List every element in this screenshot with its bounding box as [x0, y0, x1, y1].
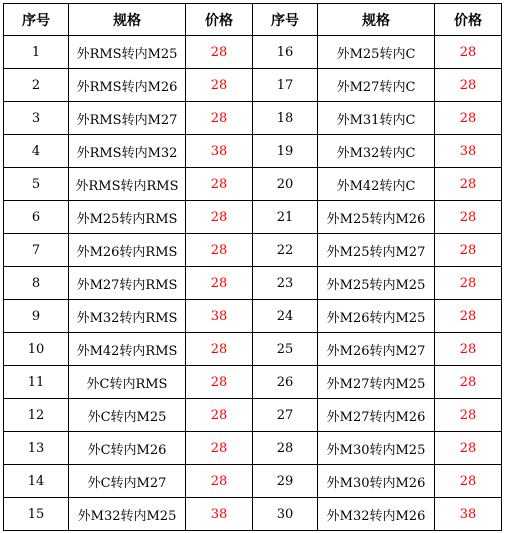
right-price-cell: 28 [435, 333, 502, 366]
header-price-right: 价格 [435, 4, 502, 36]
left-seq-cell: 7 [4, 234, 69, 267]
left-price-cell: 38 [186, 300, 253, 333]
right-seq-cell: 21 [253, 201, 318, 234]
left-spec-cell: 外C转内M25 [69, 399, 186, 432]
left-price-cell: 28 [186, 168, 253, 201]
left-seq-cell: 2 [4, 69, 69, 102]
right-seq-cell: 26 [253, 366, 318, 399]
left-spec-cell: 外RMS转内M32 [69, 135, 186, 168]
table-header-row [4, 4, 502, 36]
left-spec-cell: 外RMS转内M27 [69, 102, 186, 135]
table-row [4, 432, 502, 465]
left-price-cell: 28 [186, 234, 253, 267]
left-spec-cell: 外M42转内RMS [69, 333, 186, 366]
left-price-cell: 28 [186, 201, 253, 234]
table-row [4, 201, 502, 234]
table-row [4, 168, 502, 201]
table-body [4, 36, 502, 531]
table-row [4, 69, 502, 102]
right-price-cell: 28 [435, 234, 502, 267]
left-price-cell: 28 [186, 69, 253, 102]
left-spec-cell: 外RMS转内M25 [69, 36, 186, 69]
header-seq-left: 序号 [4, 4, 69, 36]
left-seq-cell: 4 [4, 135, 69, 168]
adapter-price-table [3, 3, 502, 531]
right-seq-cell: 18 [253, 102, 318, 135]
left-spec-cell: 外RMS转内RMS [69, 168, 186, 201]
left-spec-cell: 外C转内RMS [69, 366, 186, 399]
price-table-container [3, 3, 502, 531]
left-price-cell: 38 [186, 498, 253, 531]
right-seq-cell: 28 [253, 432, 318, 465]
left-price-cell: 28 [186, 432, 253, 465]
header-price-left: 价格 [186, 4, 253, 36]
left-spec-cell: 外C转内M27 [69, 465, 186, 498]
right-price-cell: 28 [435, 69, 502, 102]
table-row [4, 300, 502, 333]
right-spec-cell: 外M26转内M25 [318, 300, 435, 333]
left-seq-cell: 15 [4, 498, 69, 531]
left-seq-cell: 10 [4, 333, 69, 366]
left-spec-cell: 外RMS转内M26 [69, 69, 186, 102]
table-row [4, 135, 502, 168]
right-seq-cell: 25 [253, 333, 318, 366]
right-price-cell: 28 [435, 201, 502, 234]
left-price-cell: 38 [186, 135, 253, 168]
left-price-cell: 28 [186, 366, 253, 399]
left-price-cell: 28 [186, 399, 253, 432]
right-spec-cell: 外M25转内M26 [318, 201, 435, 234]
table-row [4, 498, 502, 531]
right-seq-cell: 22 [253, 234, 318, 267]
left-seq-cell: 6 [4, 201, 69, 234]
left-spec-cell: 外M25转内RMS [69, 201, 186, 234]
left-seq-cell: 11 [4, 366, 69, 399]
left-spec-cell: 外M26转内RMS [69, 234, 186, 267]
right-price-cell: 28 [435, 465, 502, 498]
left-seq-cell: 9 [4, 300, 69, 333]
table-row [4, 333, 502, 366]
right-price-cell: 38 [435, 135, 502, 168]
right-price-cell: 28 [435, 168, 502, 201]
right-price-cell: 28 [435, 102, 502, 135]
right-seq-cell: 20 [253, 168, 318, 201]
right-seq-cell: 24 [253, 300, 318, 333]
right-seq-cell: 17 [253, 69, 318, 102]
left-spec-cell: 外M27转内RMS [69, 267, 186, 300]
left-seq-cell: 1 [4, 36, 69, 69]
right-spec-cell: 外M25转内C [318, 36, 435, 69]
right-seq-cell: 27 [253, 399, 318, 432]
table-row [4, 366, 502, 399]
right-spec-cell: 外M27转内C [318, 69, 435, 102]
right-spec-cell: 外M30转内M26 [318, 465, 435, 498]
left-seq-cell: 14 [4, 465, 69, 498]
left-seq-cell: 5 [4, 168, 69, 201]
left-seq-cell: 13 [4, 432, 69, 465]
table-row [4, 465, 502, 498]
right-seq-cell: 29 [253, 465, 318, 498]
right-seq-cell: 16 [253, 36, 318, 69]
table-row [4, 102, 502, 135]
header-seq-right: 序号 [253, 4, 318, 36]
right-price-cell: 28 [435, 366, 502, 399]
left-spec-cell: 外M32转内RMS [69, 300, 186, 333]
table-row [4, 234, 502, 267]
right-spec-cell: 外M31转内C [318, 102, 435, 135]
right-spec-cell: 外M27转内M26 [318, 399, 435, 432]
left-seq-cell: 12 [4, 399, 69, 432]
right-price-cell: 38 [435, 498, 502, 531]
left-price-cell: 28 [186, 102, 253, 135]
right-price-cell: 28 [435, 267, 502, 300]
right-price-cell: 28 [435, 399, 502, 432]
right-spec-cell: 外M26转内M27 [318, 333, 435, 366]
right-price-cell: 28 [435, 432, 502, 465]
right-seq-cell: 19 [253, 135, 318, 168]
header-spec-right: 规格 [318, 4, 435, 36]
table-row [4, 36, 502, 69]
right-spec-cell: 外M32转内C [318, 135, 435, 168]
left-price-cell: 28 [186, 333, 253, 366]
left-seq-cell: 3 [4, 102, 69, 135]
right-spec-cell: 外M42转内C [318, 168, 435, 201]
table-row [4, 267, 502, 300]
left-price-cell: 28 [186, 465, 253, 498]
left-price-cell: 28 [186, 36, 253, 69]
header-spec-left: 规格 [69, 4, 186, 36]
right-seq-cell: 23 [253, 267, 318, 300]
right-price-cell: 28 [435, 36, 502, 69]
right-price-cell: 28 [435, 300, 502, 333]
right-spec-cell: 外M32转内M26 [318, 498, 435, 531]
table-row [4, 399, 502, 432]
right-spec-cell: 外M25转内M27 [318, 234, 435, 267]
right-spec-cell: 外M27转内M25 [318, 366, 435, 399]
left-spec-cell: 外C转内M26 [69, 432, 186, 465]
left-spec-cell: 外M32转内M25 [69, 498, 186, 531]
right-spec-cell: 外M30转内M25 [318, 432, 435, 465]
right-spec-cell: 外M25转内M25 [318, 267, 435, 300]
left-seq-cell: 8 [4, 267, 69, 300]
left-price-cell: 28 [186, 267, 253, 300]
right-seq-cell: 30 [253, 498, 318, 531]
